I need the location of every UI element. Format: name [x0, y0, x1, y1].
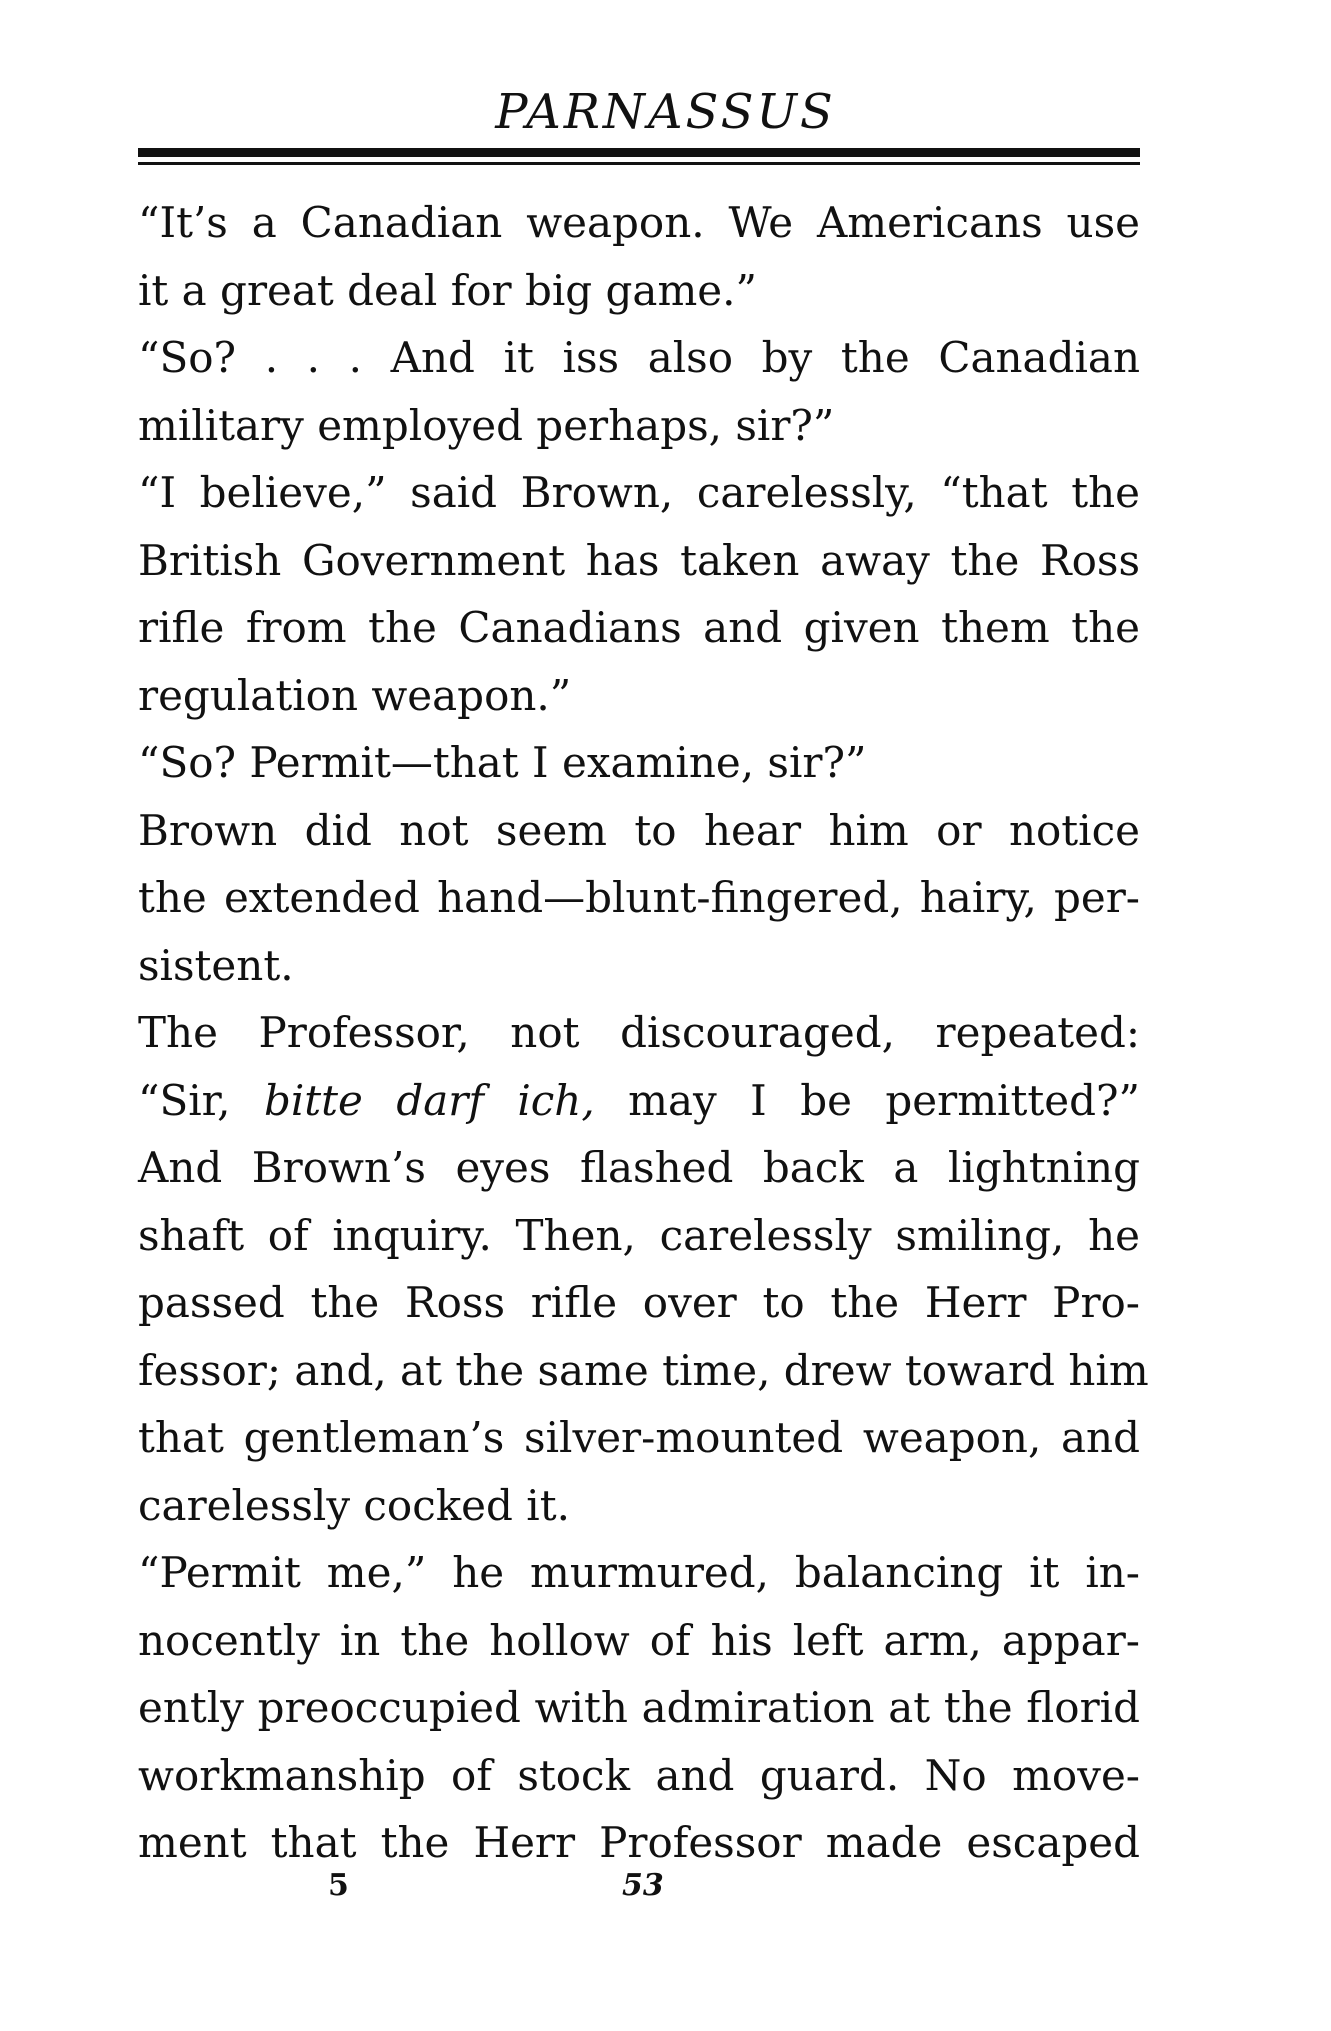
running-head: PARNASSUS [495, 84, 836, 140]
text-line: ment that the Herr Professor made escaped [138, 1818, 1140, 1867]
text-line: The Professor, not discouraged, repeated: [138, 1008, 1140, 1057]
text-line: “I believe,” said Brown, carelessly, “that the [138, 468, 1140, 517]
text-line: And Brown’s eyes flashed back a lightning [138, 1143, 1140, 1192]
text-line: ently preoccupied with admiration at the florid [138, 1683, 1140, 1732]
text-line: nocently in the hollow of his left arm, appar- [138, 1615, 1140, 1665]
text-line: shaft of inquiry. Then, carelessly smiling, he [138, 1210, 1140, 1260]
page-number: 53 [622, 1868, 664, 1903]
text-line: “Permit me,” he murmured, balancing it in- [138, 1548, 1140, 1597]
text-line: sistent. [138, 940, 294, 990]
header-rule-thick [138, 148, 1140, 157]
text-line: military employed perhaps, sir?” [138, 400, 835, 450]
text-line: “So? Permit—that I examine, sir?” [138, 738, 867, 787]
text-line: regulation weapon.” [138, 670, 572, 720]
text-line: “It’s a Canadian weapon. We Americans use [138, 198, 1140, 247]
text-segment-italic: bitte darf ich, [263, 1075, 595, 1125]
text-line: passed the Ross rifle over to the Herr Pro- [138, 1278, 1140, 1327]
text-line: the extended hand—blunt-fingered, hairy, per- [138, 873, 1140, 922]
header-rule-thin [138, 162, 1140, 165]
body-text [138, 189, 1149, 1877]
text-line: carelessly cocked it. [138, 1480, 570, 1530]
signature-mark: 5 [328, 1868, 349, 1903]
text-line: British Government has taken away the Ross [138, 535, 1140, 585]
text-line-mixed [138, 1067, 1140, 1135]
text-segment: may I be permitted?” [628, 1075, 1140, 1125]
text-line: “So? . . . And it iss also by the Canadian [138, 333, 1140, 382]
text-line: Brown did not seem to hear him or notice [138, 805, 1140, 855]
text-line: it a great deal for big game.” [138, 265, 757, 315]
text-line: rifle from the Canadians and given them the [138, 603, 1140, 652]
text-line: fessor; and, at the same time, drew toward him [138, 1345, 1149, 1395]
text-segment: “Sir, [138, 1075, 231, 1125]
text-line: workmanship of stock and guard. No move- [138, 1750, 1140, 1800]
text-line: that gentleman’s silver-mounted weapon, and [138, 1413, 1140, 1462]
